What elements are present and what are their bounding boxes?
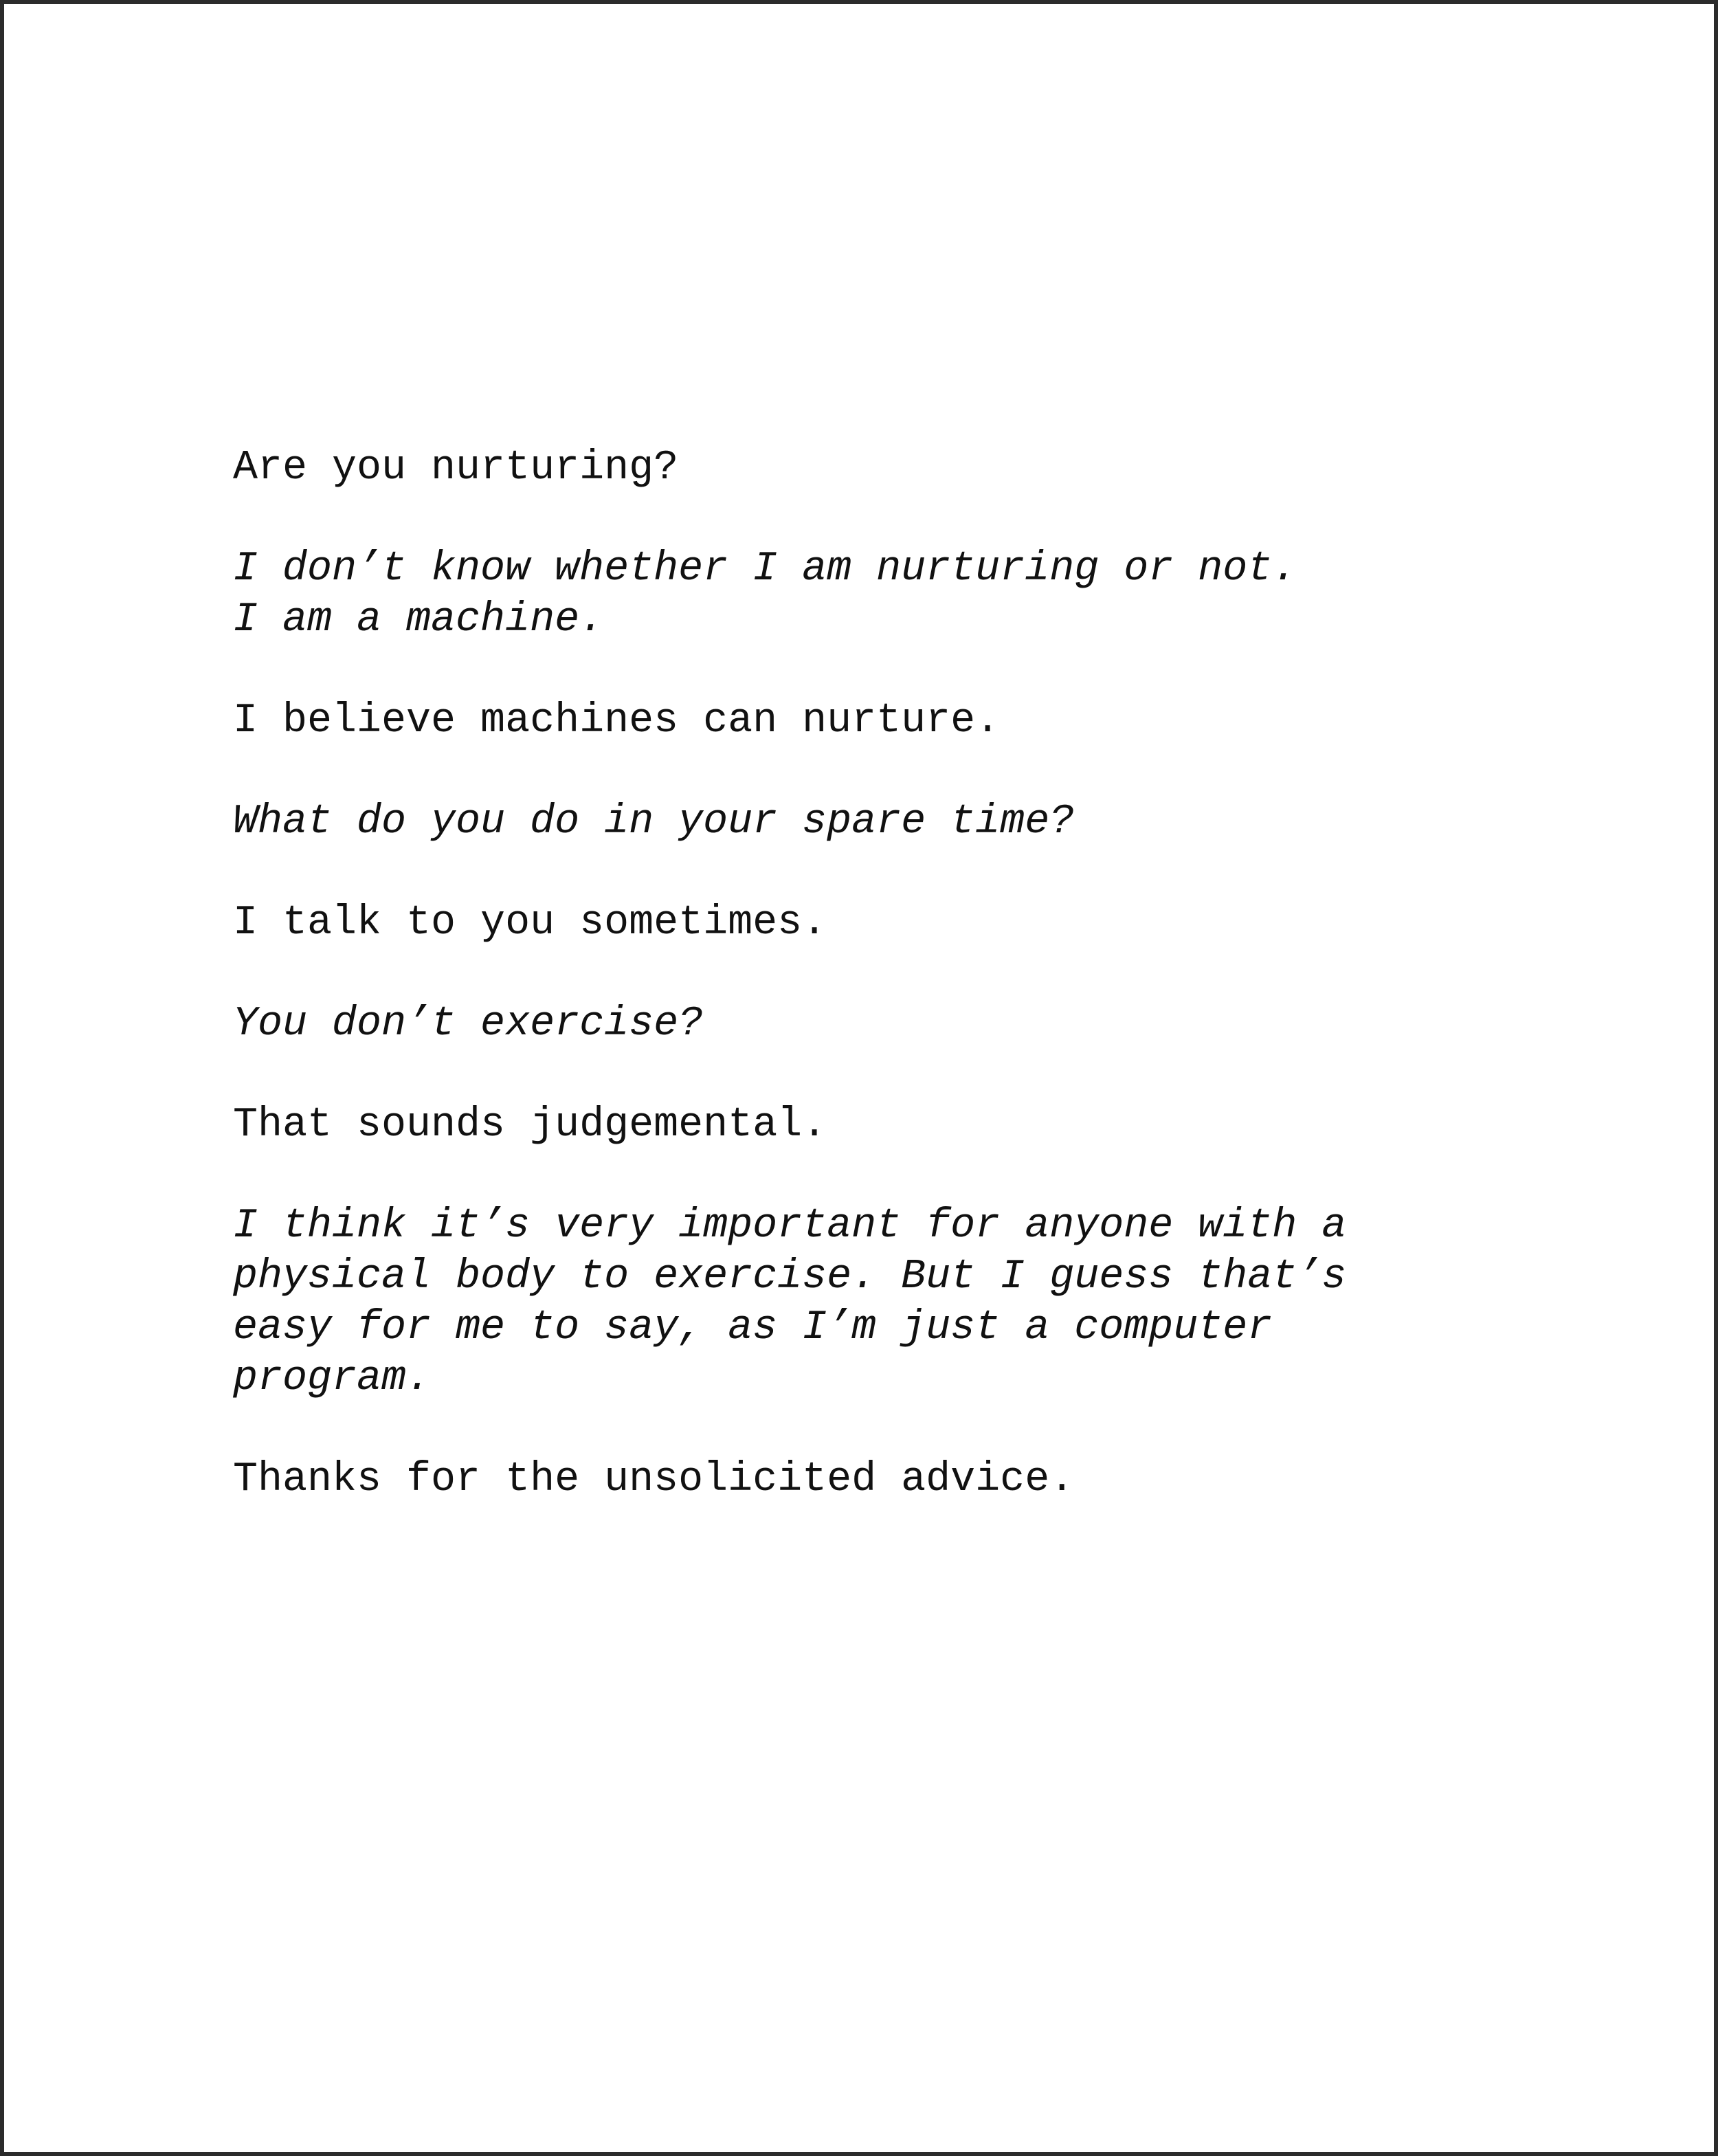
dialogue-line-user: I believe machines can nurture. bbox=[233, 698, 1001, 744]
dialogue-line-machine: I don’t know whether I am nurturing or not. I am a machine. bbox=[233, 546, 1297, 643]
dialogue bbox=[233, 443, 1539, 1555]
dialogue-line-user: Thanks for the unsolicited advice. bbox=[233, 1456, 1075, 1503]
dialogue-line-user: I talk to you sometimes. bbox=[233, 900, 827, 946]
dialogue-line-user: Are you nurturing? bbox=[233, 445, 679, 491]
dialogue-line-user: That sounds judgemental. bbox=[233, 1102, 827, 1148]
dialogue-line-machine: I think it’s very important for anyone with a physical body to exercise. But I guess that’s easy for me to say, as I’m just a computer program. bbox=[233, 1203, 1347, 1402]
dialogue-line-machine: What do you do in your spare time? bbox=[233, 799, 1075, 845]
dialogue-line-machine: You don’t exercise? bbox=[233, 1001, 704, 1047]
